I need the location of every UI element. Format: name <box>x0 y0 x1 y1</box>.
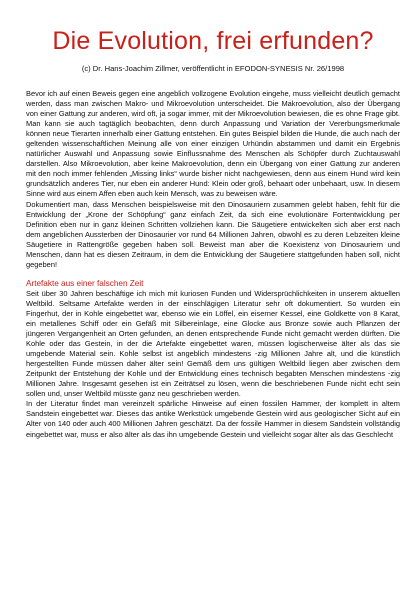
body-paragraph: In der Literatur findet man vereinzelt spärliche Hinweise auf einen fossilen Hammer, der komplett in altem Sandstein eingebettet war. Dieses das antike Werkstück umgebende Gestein wird aus geologischer Sicht auf ein Alter von 140 oder auch 400 Millionen Jahren geschätzt. Da der fossile Hammer in diesem Sandstein vollständig eingebettet war, muss er also älter als das ihn umgebende Gestein und vielleicht sogar älter als das Geschlecht <box>26 399 400 439</box>
body-paragraph: Dokumentiert man, dass Menschen beispielsweise mit den Dinosauriern zusammen gelebt haben, fehlt für die Entwicklung der „Krone der Schöpfung“ ganz einfach Zeit, da sich eine evolutionäre Fortentwicklung per Definition eben nur in ganz kleinen Schritten vollziehen kann. Die Säugetiere entwickelten sich aber erst nach dem angeblichen Aussterben der Dinosaurier vor rund 64 Millionen Jahren, obwohl es zu deren Lebzeiten kleine Säugetiere in Rattengröße gegeben haben soll. Beweist man aber die Koexistenz von Dinosauriern und Menschen, dann hat es diesen Zeitraum, in dem die Entwicklung der Säugetiere stattgefunden haben soll, nicht gegeben! <box>26 199 400 269</box>
body-paragraph: Bevor ich auf einen Beweis gegen eine angeblich vollzogene Evolution eingehe, muss vielleicht deutlich gemacht werden, dass man zwischen Makro- und Mikroevolution unterscheidet. Die Makroevolution, also der Übergang von einer Gattung zur anderen, wird oft, ja sogar immer, mit der Mikroevolution bewiesen, die es ohne Frage gibt. Man kann sie auch tagtäglich beobachten, denn durch Anpassung und Variation der Vererbungsmerkmale können neue Tierarten innerhalb einer Gattung entstehen. Ein gutes Beispiel bilden die Hunde, die auch nach der geltenden wissenschaftlichen Meinung alle von einer einzigen Urhündin abstammen und damit ein Ergebnis natürlicher Auswahl und Anpassung sowie Einflussnahme des Menschen als Schöpfer durch Zuchtauswahl darstellen. Also Mikroevolution, aber keine Makroevolution, denn ein Übergang von einer Gattung zur anderen mit den noch immer fehlenden „Missing links“ wurde bisher nicht nachgewiesen, denn aus einem Hund wird kein grundsätzlich anderes Tier, nur eben ein anderer Hund: Klein oder groß, behaart oder unbehaart, usw. In diesem Sinne wird aus einem Affen eben auch kein Mensch, was zu beweisen wäre. <box>26 89 400 199</box>
article-body <box>26 89 400 440</box>
author-byline: (c) Dr. Hans-Joachim Zillmer, veröffentlicht in EFODON-SYNESIS Nr. 26/1998 <box>81 64 345 73</box>
body-paragraph: Seit über 30 Jahren beschäftige ich mich mit kuriosen Funden und Widersprüchlichkeiten in unserem aktuellen Weltbild. Seltsame Artefakte werden in der einschlägigen Literatur sehr oft dokumentiert. So wurden ein Fingerhut, der in Kohle eingebettet war, ebenso wie ein Löffel, ein eiserner Kessel, eine Goldkette von 8 Karat, ein metallenes Schiff oder ein Gefäß mit Silbereinlage, eine Glocke aus Bronze sowie auch Pflanzen der jüngeren Vergangenheit an Orten gefunden, an denen entsprechende Funde nicht gemacht werden dürften. Die Kohle oder das Gestein, in der die Artefakte eingebettet waren, müssen logischerweise älter als das sie umgebende Material sein. Kohle selbst ist angeblich mindestens -zig Millionen Jahre alt, und die künstlich hergestellten Funde müssen daher älter sein! Gemäß dem uns gültigen Weltbild liegen aber zwischen dem Zeitpunkt der Entstehung der Kohle und der Entwicklung eines technisch begabten Menschen mindestens -zig Millionen Jahre. Insgesamt gesehen ist ein Zeiträtsel zu lösen, wenn die beschriebenen Funde nicht echt sein sollen und, unser Weltbild müsste ganz neu geschrieben werden. <box>26 288 400 399</box>
section-heading: Artefakte aus einer falschen Zeit <box>26 278 144 288</box>
document-title: Die Evolution, frei erfunden? <box>52 27 374 55</box>
